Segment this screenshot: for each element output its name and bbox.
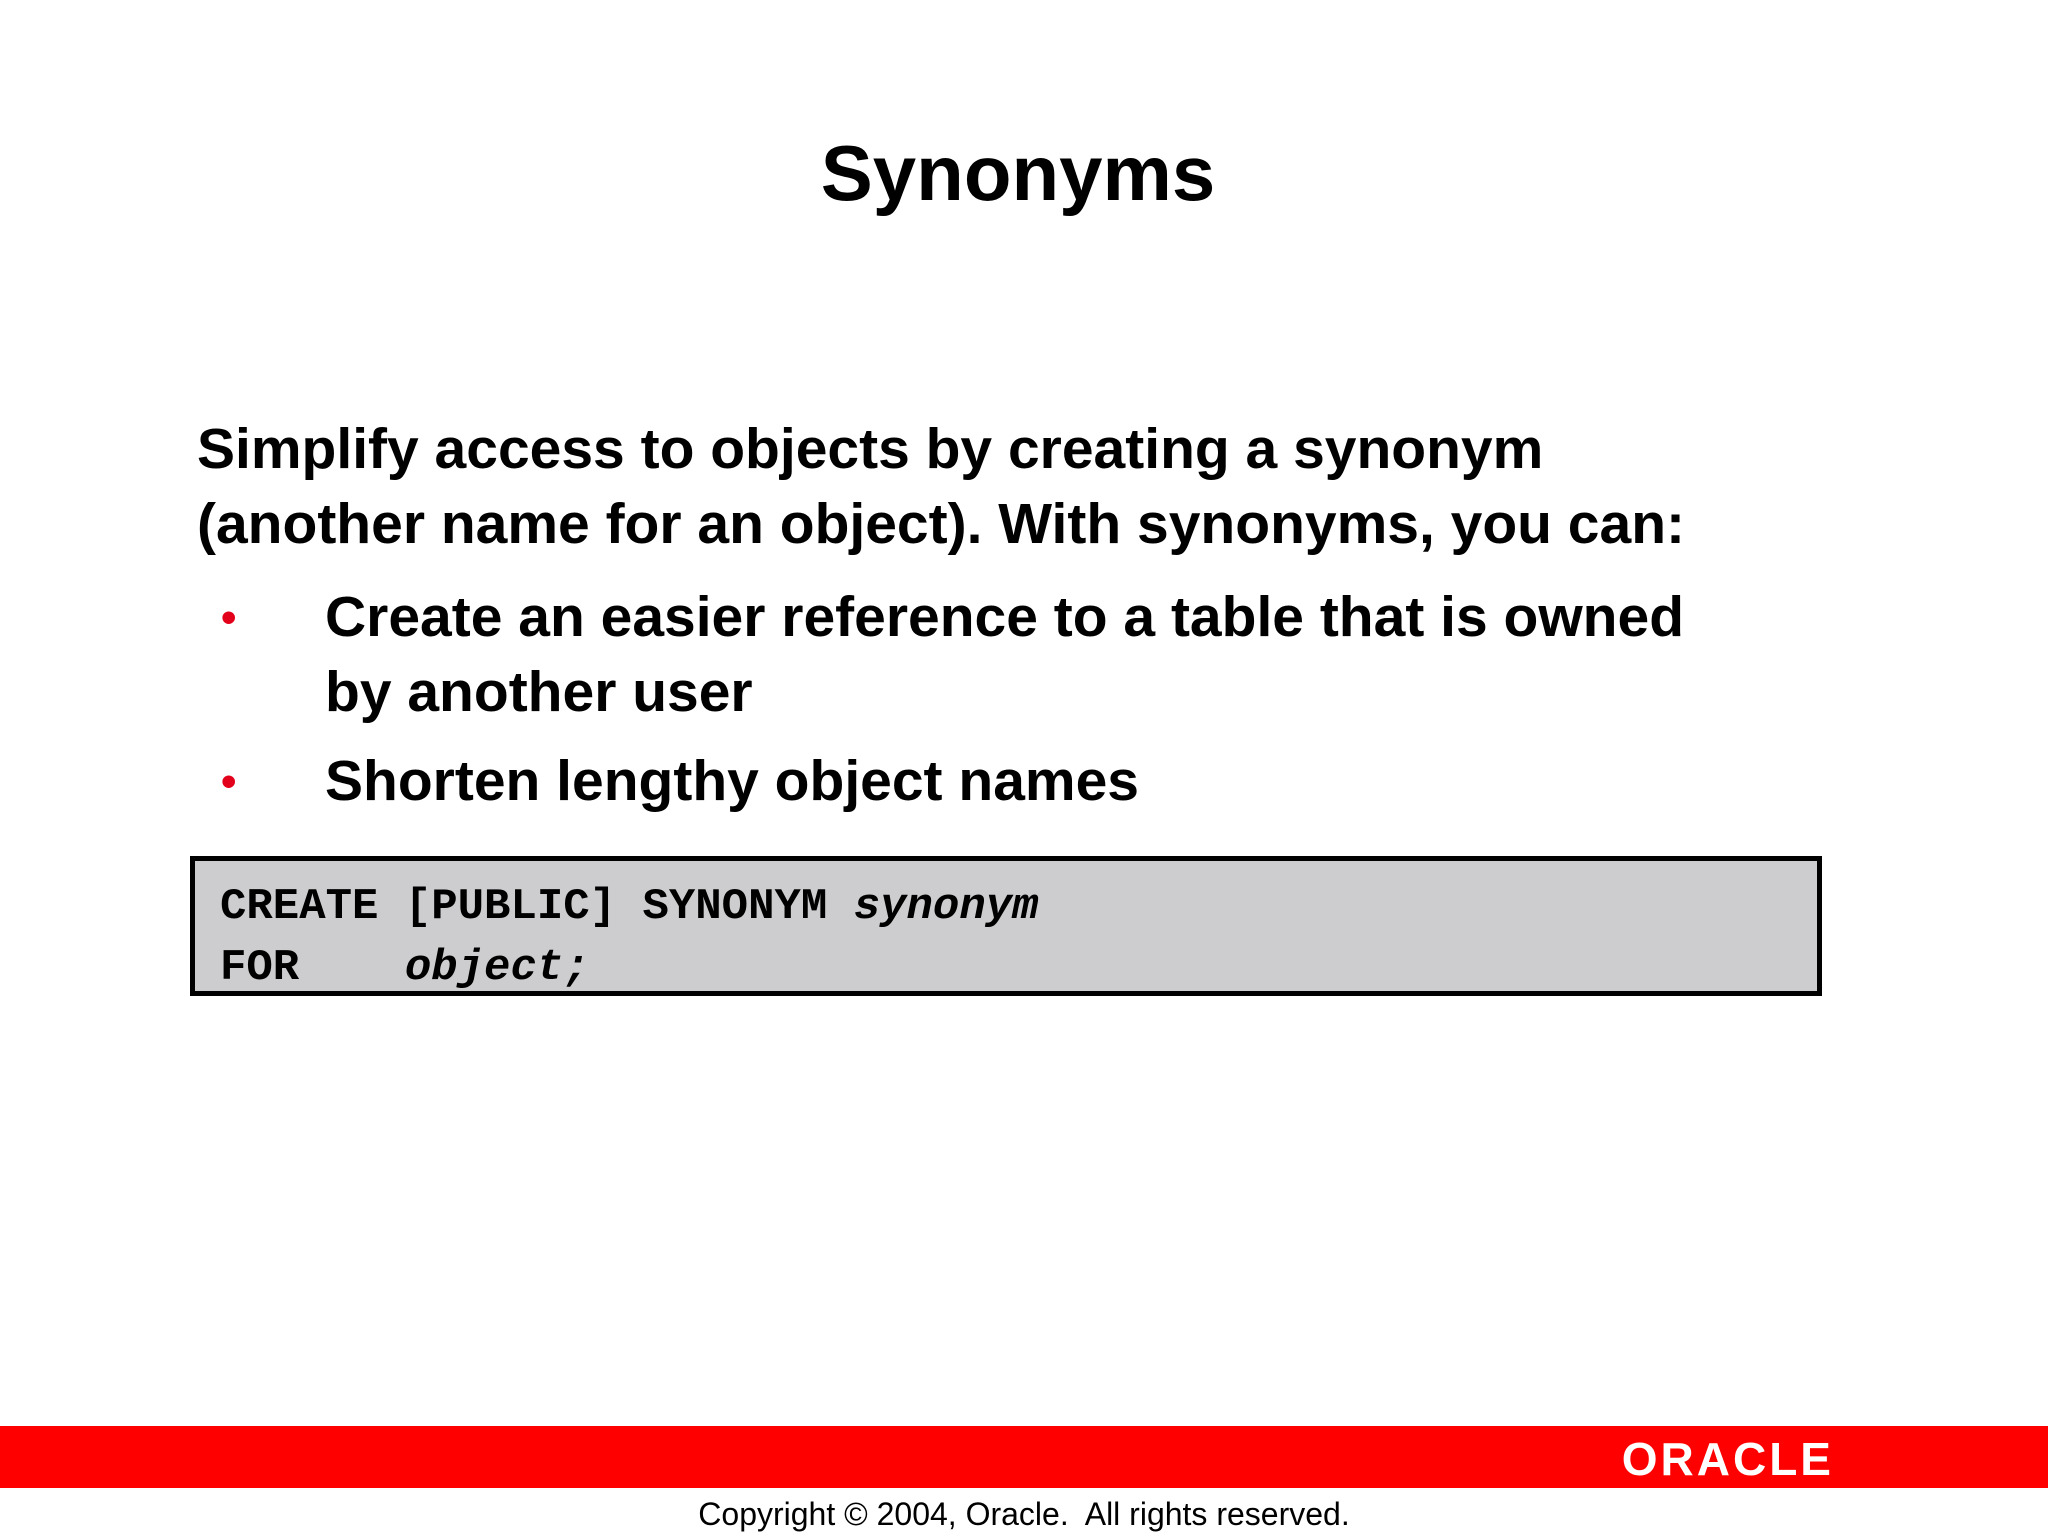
bullet-icon: • bbox=[221, 757, 237, 806]
code-keywords: CREATE [PUBLIC] SYNONYM bbox=[220, 882, 854, 932]
bullet-icon: • bbox=[221, 593, 237, 642]
code-line-1 bbox=[220, 877, 1817, 938]
bullet-text-line-2: by another user bbox=[325, 660, 753, 724]
code-param-synonym: synonym bbox=[853, 882, 1039, 932]
bullet-item bbox=[0, 580, 1855, 730]
bullet-item bbox=[0, 744, 1855, 819]
footer-band bbox=[0, 1426, 2048, 1488]
intro-line-1: Simplify access to objects by creating a synonym bbox=[197, 417, 1544, 481]
copyright-text: Copyright © 2004, Oracle. All rights reserved. bbox=[698, 1496, 1350, 1532]
bullet-text-line-1: Create an easier reference to a table that is owned bbox=[325, 585, 1685, 649]
bullet-list bbox=[0, 580, 2048, 833]
bullet-text-line-1: Shorten lengthy object names bbox=[325, 749, 1139, 813]
code-block bbox=[190, 856, 1822, 996]
oracle-logo: ORACLE bbox=[1621, 1433, 1834, 1485]
intro-text bbox=[197, 412, 1897, 562]
slide-title: Synonyms bbox=[820, 129, 1216, 217]
code-line-2 bbox=[220, 938, 1817, 999]
code-keyword-for: FOR bbox=[220, 943, 405, 993]
intro-line-2: (another name for an object). With synonyms, you can: bbox=[197, 492, 1686, 556]
code-param-object: object; bbox=[404, 943, 590, 993]
